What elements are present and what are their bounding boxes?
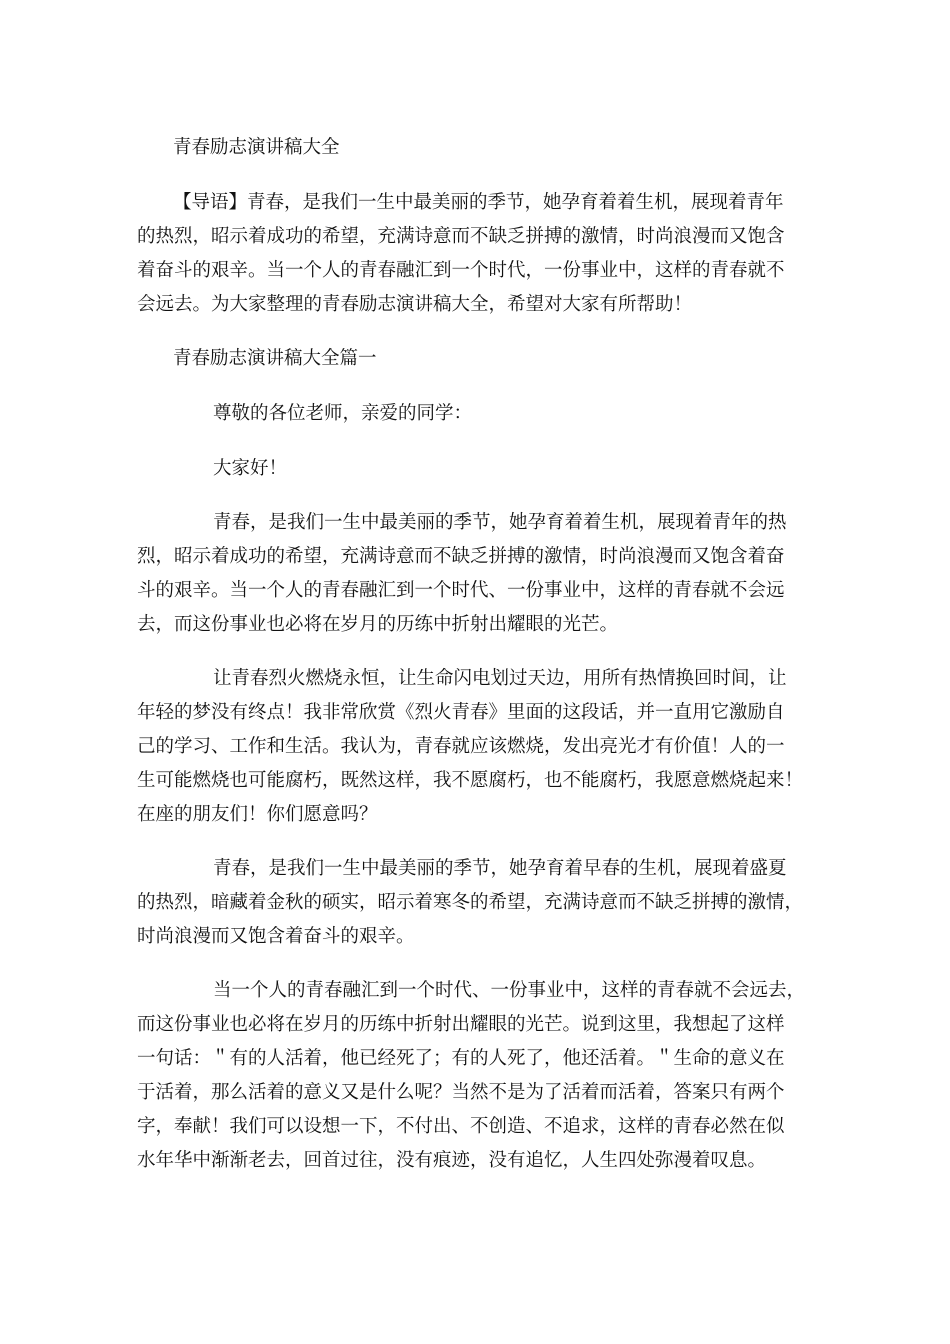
paragraph-line: 当一个人的青春融汇到一个时代、一份事业中，这样的青春就不会远去，	[213, 980, 806, 1001]
intro-line: 的热烈，昭示着成功的希望，充满诗意而不缺乏拼搏的激情，时尚浪漫而又饱含	[137, 226, 785, 247]
paragraph-line: 的热烈，暗藏着金秋的硕实，昭示着寒冬的希望，充满诗意而不缺乏拼搏的激情，	[137, 892, 804, 913]
paragraph-line: 去，而这份事业也必将在岁月的历练中折射出耀眼的光芒。	[137, 614, 619, 635]
paragraph-line: 时尚浪漫而又饱含着奋斗的艰辛。	[137, 926, 415, 947]
intro-line: 着奋斗的艰辛。当一个人的青春融汇到一个时代，一份事业中，这样的青春就不	[137, 260, 785, 281]
paragraph-line: 于活着，那么活着的意义又是什么呢？当然不是为了活着而活着，答案只有两个	[137, 1082, 785, 1103]
intro-line: 【导语】青春，是我们一生中最美丽的季节，她孕育着着生机，展现着青年	[173, 192, 784, 213]
paragraph-line: 斗的艰辛。当一个人的青春融汇到一个时代、一份事业中，这样的青春就不会远	[137, 580, 785, 601]
salutation: 尊敬的各位老师，亲爱的同学：	[213, 403, 473, 424]
greeting: 大家好！	[213, 458, 288, 479]
paragraph-line: 字，奉献！我们可以设想一下，不付出、不创造、不追求，这样的青春必然在似	[137, 1116, 785, 1137]
paragraph-line: 而这份事业也必将在岁月的历练中折射出耀眼的光芒。说到这里，我想起了这样	[137, 1014, 785, 1035]
paragraph-line: 在座的朋友们！你们愿意吗？	[137, 804, 378, 825]
paragraph-line: 生可能燃烧也可能腐朽，既然这样，我不愿腐朽，也不能腐朽，我愿意燃烧起来！	[137, 770, 804, 791]
section-title: 青春励志演讲稿大全篇一	[173, 348, 377, 369]
paragraph-line: 一句话：＂有的人活着，他已经死了；有的人死了，他还活着。＂生命的意义在	[137, 1048, 785, 1069]
intro-line: 会远去。为大家整理的青春励志演讲稿大全，希望对大家有所帮助！	[137, 294, 693, 315]
paragraph-line: 让青春烈火燃烧永恒，让生命闪电划过天边，用所有热情换回时间，让	[213, 668, 787, 689]
paragraph-line: 青春，是我们一生中最美丽的季节，她孕育着早春的生机，展现着盛夏	[213, 858, 787, 879]
paragraph-line: 烈，昭示着成功的希望，充满诗意而不缺乏拼搏的激情，时尚浪漫而又饱含着奋	[137, 546, 785, 567]
paragraph-line: 水年华中渐渐老去，回首过往，没有痕迹，没有追忆，人生四处弥漫着叹息。	[137, 1150, 767, 1171]
paragraph-line: 己的学习、工作和生活。我认为，青春就应该燃烧，发出亮光才有价值！人的一	[137, 736, 785, 757]
paragraph-line: 青春，是我们一生中最美丽的季节，她孕育着着生机，展现着青年的热	[213, 512, 787, 533]
paragraph-line: 年轻的梦没有终点！我非常欣赏《烈火青春》里面的这段话，并一直用它激励自	[137, 702, 785, 723]
document-title: 青春励志演讲稿大全	[173, 137, 340, 158]
